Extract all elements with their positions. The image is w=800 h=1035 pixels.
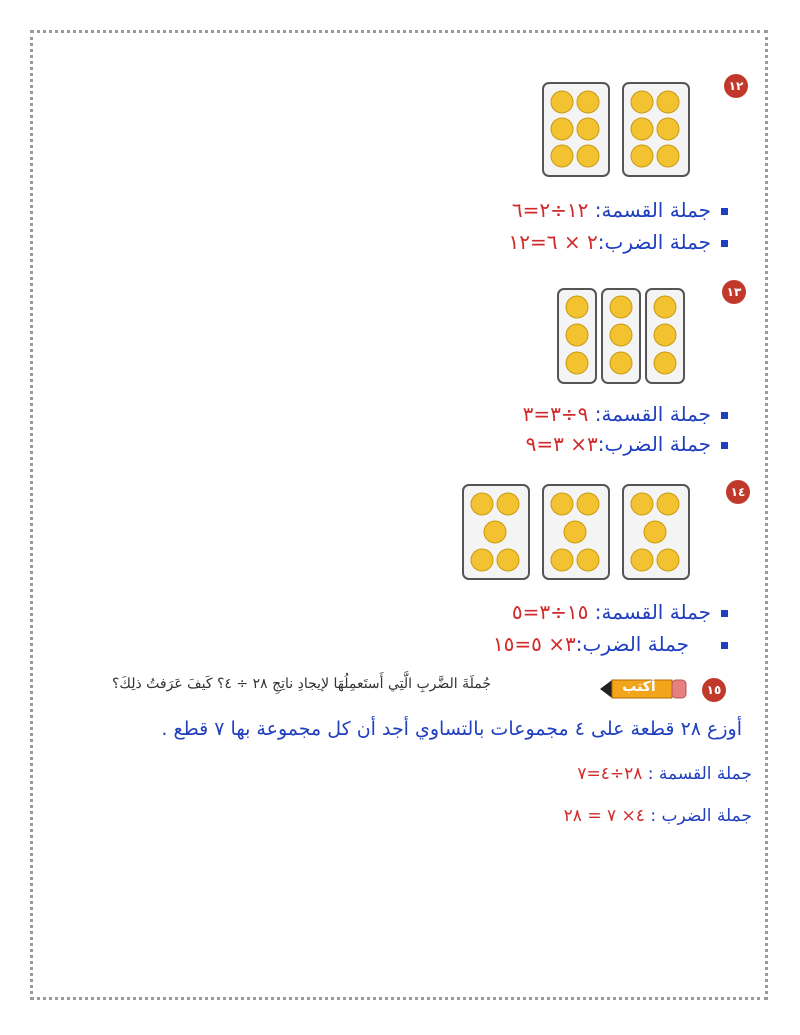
bullet-icon xyxy=(721,412,728,419)
exercise-prompt: جُملَةَ الضَّربِ الَّتِي أَستَعمِلُهَا لإيجادِ ناتِجِ ٢٨ ÷ ٤؟ كَيفَ عَرَفتُ ذلِكَ؟ xyxy=(112,676,492,692)
bullet-icon xyxy=(721,610,728,617)
counter-box xyxy=(543,83,609,176)
multiplication-sentence: جملة الضرب : ٤× ٧ = ٢٨ xyxy=(563,806,752,826)
multiplication-sentence: جملة الضرب:٢ × ٦=١٢ xyxy=(509,230,728,254)
exercise-number-badge: ١٤ xyxy=(726,480,750,504)
multiplication-sentence: جملة الضرب:٣× ٣=٩ xyxy=(526,432,728,456)
counters-2x6-illustration xyxy=(540,80,695,180)
bullet-icon xyxy=(721,642,728,649)
counter-box xyxy=(623,83,689,176)
multiplication-sentence: جملة الضرب:٣× ٥=١٥ xyxy=(493,632,728,656)
exercise-number-badge: ١٢ xyxy=(724,74,748,98)
exercise-number-badge: ١٣ xyxy=(722,280,746,304)
division-sentence: جملة القسمة: ٩÷٣=٣ xyxy=(523,402,728,426)
counter-box xyxy=(463,485,529,579)
counters-3x5-illustration xyxy=(460,482,692,584)
answer-text: أوزع ٢٨ قطعة على ٤ مجموعات بالتساوي أجد أن كل مجموعة بها ٧ قطع . xyxy=(161,718,742,740)
bullet-icon xyxy=(721,442,728,449)
bullet-icon xyxy=(721,208,728,215)
division-sentence: جملة القسمة: ١٥÷٣=٥ xyxy=(512,600,728,624)
division-sentence: جملة القسمة: ١٢÷٢=٦ xyxy=(512,198,728,222)
pencil-label: أكتب xyxy=(622,679,656,695)
counter-box xyxy=(558,289,596,383)
exercise-number-badge: ١٥ xyxy=(702,678,726,702)
counter-box xyxy=(623,485,689,579)
counter-box xyxy=(543,485,609,579)
division-sentence: جملة القسمة : ٢٨÷٤=٧ xyxy=(577,764,752,784)
counters-3x3-illustration xyxy=(556,286,688,386)
counter-box xyxy=(602,289,640,383)
counter-box xyxy=(646,289,684,383)
bullet-icon xyxy=(721,240,728,247)
